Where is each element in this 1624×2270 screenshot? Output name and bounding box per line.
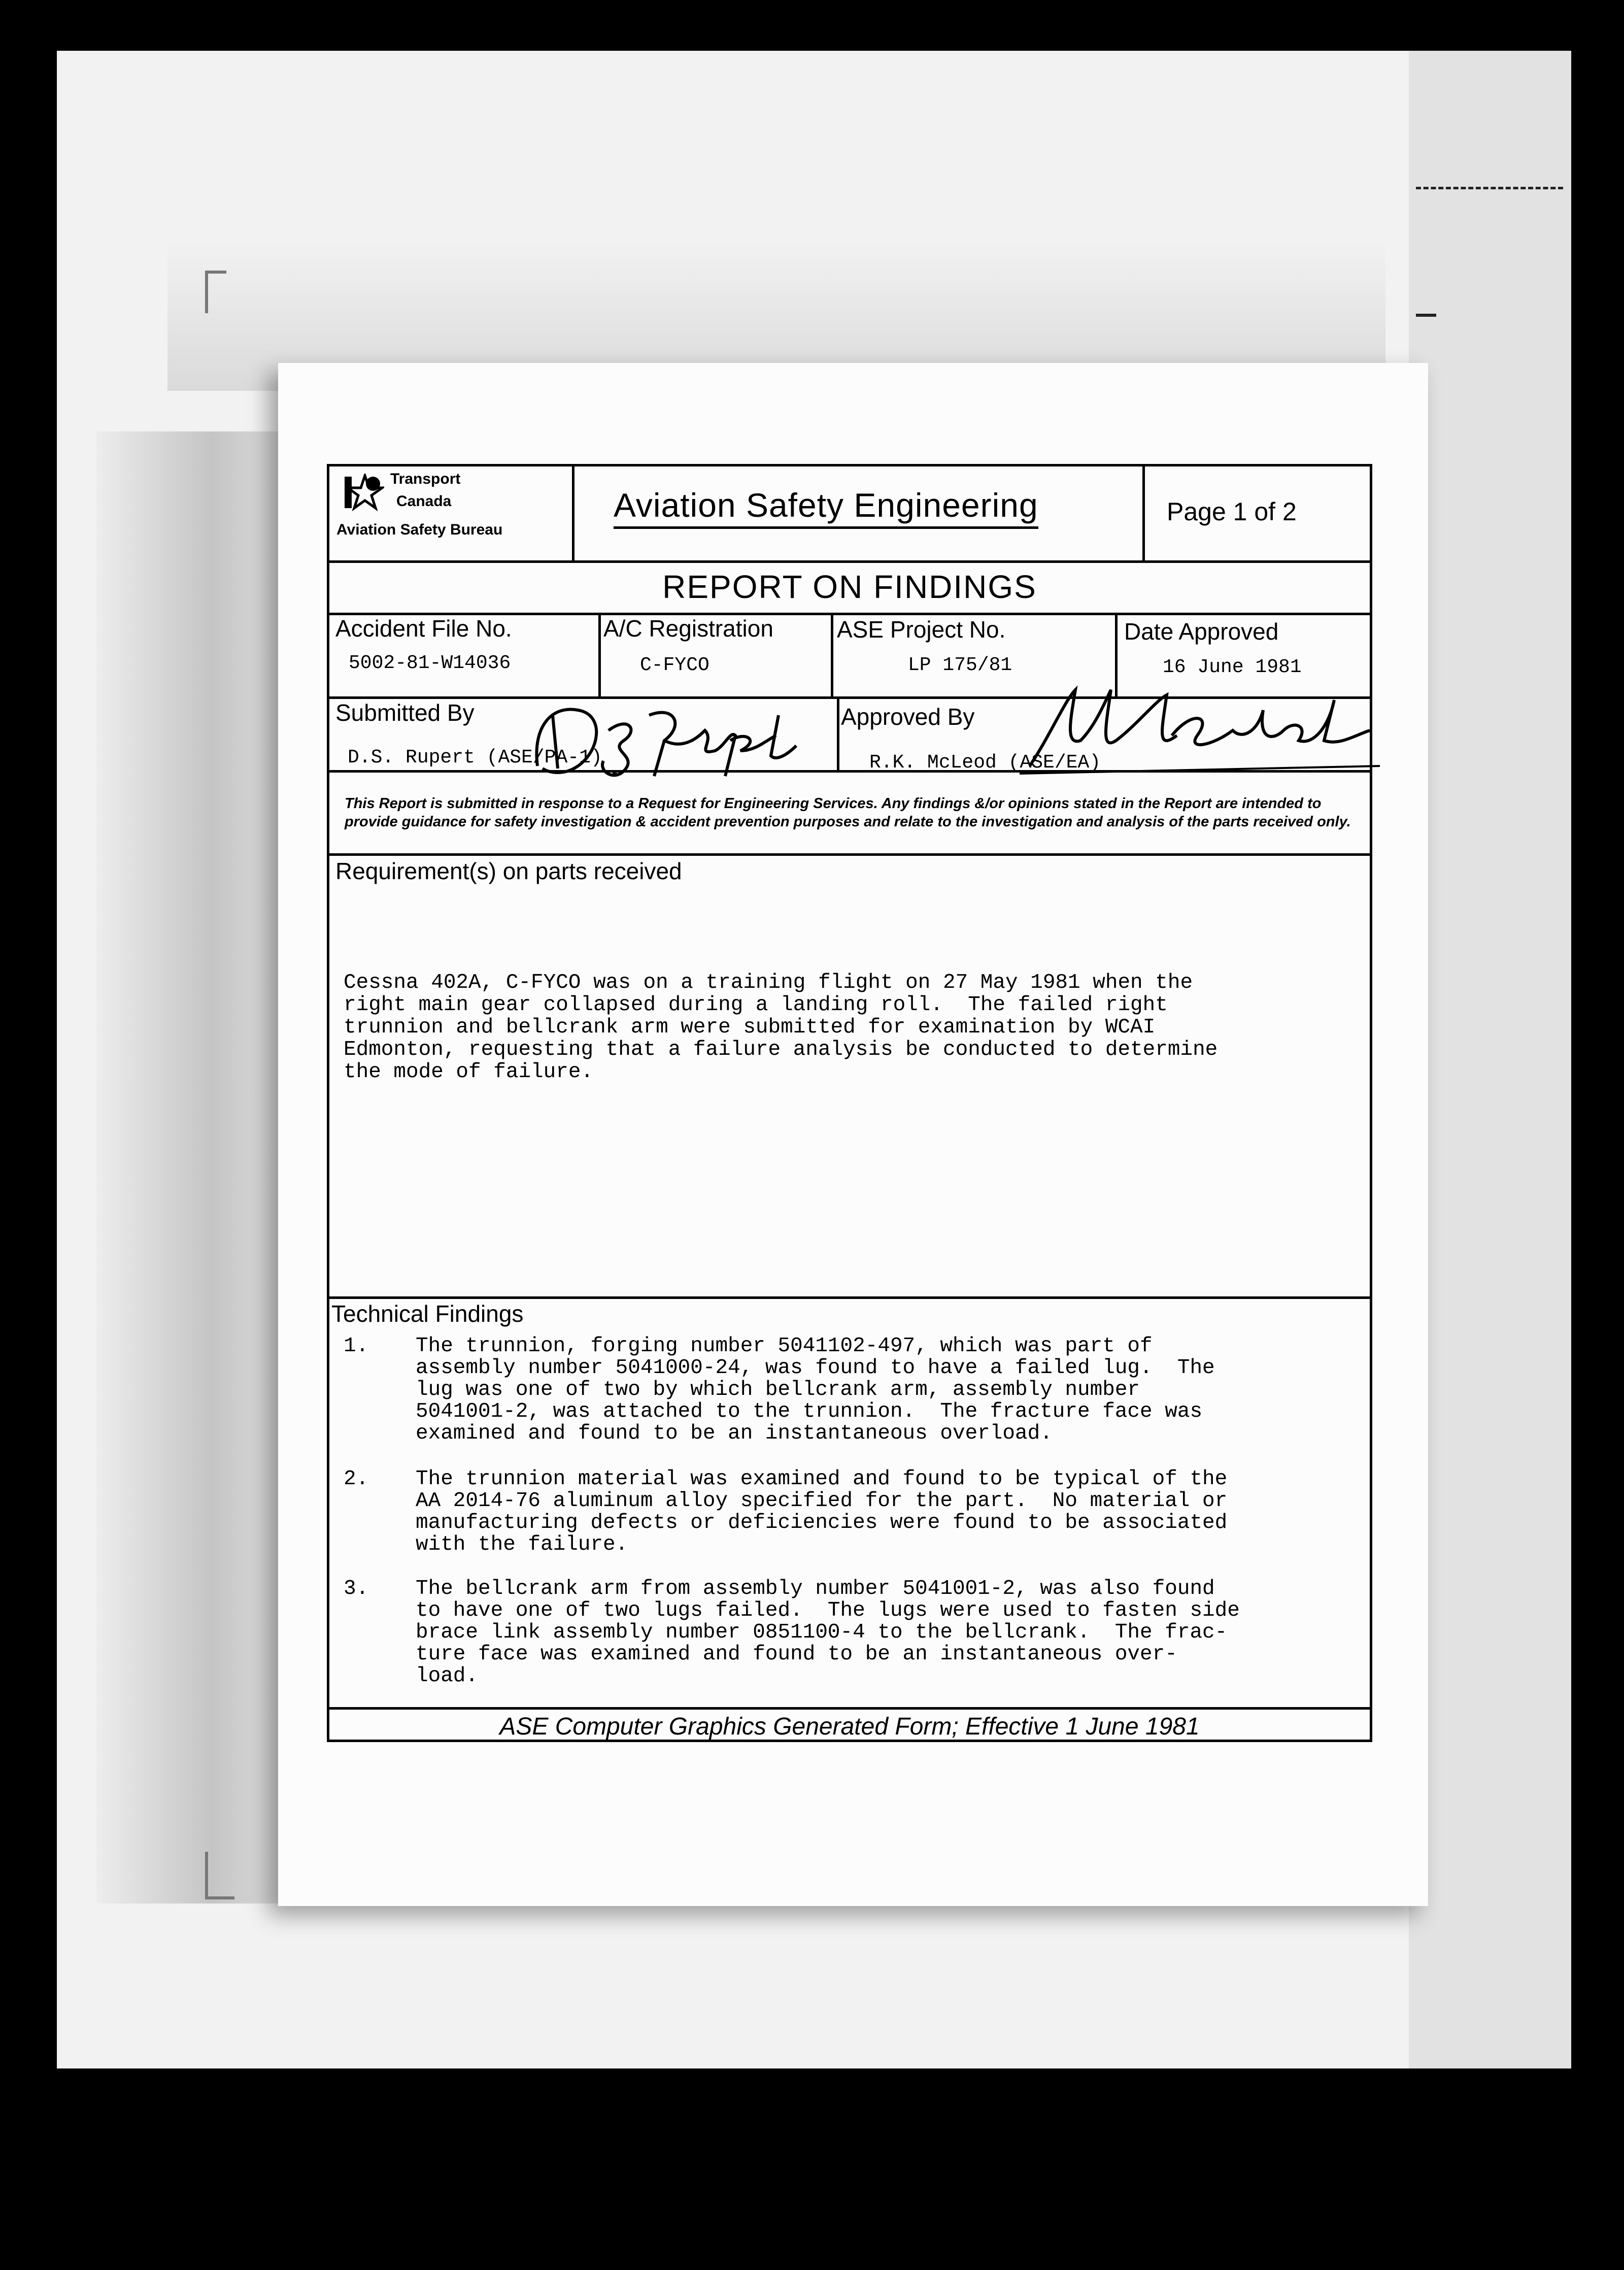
agency-line-canada: Canada (396, 493, 452, 510)
adjacent-page-edge (1409, 51, 1571, 2068)
background-shadow (96, 431, 289, 1904)
finding-number: 3. (344, 1577, 369, 1600)
agency-line-bureau: Aviation Safety Bureau (336, 521, 503, 538)
submitted-by-label: Submitted By (335, 699, 475, 726)
date-value: 16 June 1981 (1163, 656, 1302, 678)
approver-signature (1020, 680, 1385, 781)
approved-by-value: R.K. McLeod (ASE/EA) (869, 752, 1101, 774)
divider (329, 1707, 1370, 1710)
divider (598, 613, 601, 696)
date-label: Date Approved (1124, 618, 1279, 645)
divider (572, 466, 574, 560)
project-value: LP 175/81 (908, 654, 1012, 676)
agency-block (329, 466, 572, 560)
approved-by-label: Approved By (841, 704, 975, 730)
divider (1142, 466, 1145, 560)
divider (329, 770, 1370, 773)
accident-file-value: 5002-81-W14036 (349, 652, 511, 674)
divider (329, 560, 1370, 563)
findings-heading: Technical Findings (331, 1300, 524, 1327)
finding-item: The trunnion, forging number 5041102-497, which was part of assembly number 5041000-24, was found to have a failed lug. The lug was one of two by which bellcrank arm, assembly number 5041001-2, was attached to the trunnion. The fracture face was examined and found to be an instantaneous overload. (416, 1334, 1215, 1445)
report-form (327, 464, 1372, 1742)
crop-mark-bottom (205, 1852, 234, 1899)
submitted-by-value: D.S. Rupert (ASE/PA-1) (348, 747, 602, 769)
transport-canada-logo-icon (345, 474, 384, 511)
report-title: REPORT ON FINDINGS (662, 569, 1037, 605)
adjacent-page-dashes (1416, 187, 1563, 189)
form-title: Aviation Safety Engineering (614, 486, 1038, 529)
crop-mark-top (205, 271, 226, 313)
divider (837, 696, 839, 770)
finding-item: The trunnion material was examined and found to be typical of the AA 2014-76 aluminum alloy specified for the part. No material or manufacturing defects or deficiencies were found to be associated with the failure. (416, 1467, 1228, 1556)
finding-number: 2. (344, 1467, 369, 1491)
divider (831, 613, 833, 696)
agency-line-transport: Transport (390, 471, 461, 487)
requirements-heading: Requirement(s) on parts received (335, 858, 682, 884)
registration-label: A/C Registration (603, 615, 773, 642)
requirements-text: Cessna 402A, C-FYCO was on a training flight on 27 May 1981 when the right main gear collapsed during a landing roll. The failed right trunnion and bellcrank arm were submitted for examination by WCAI Edmonton, requesting that a failure analysis be conducted to determine the mode of failure. (344, 971, 1218, 1084)
finding-number: 1. (344, 1334, 369, 1358)
page-indicator: Page 1 of 2 (1167, 497, 1297, 526)
accident-file-label: Accident File No. (335, 615, 512, 642)
registration-value: C-FYCO (640, 654, 709, 676)
finding-item: The bellcrank arm from assembly number 5041001-2, was also found to have one of two lugs failed. The lugs were used to fasten side brace link assembly number 0851100-4 to the bellcrank. The frac- ture face was examined and found to be an instantaneous over- load. (416, 1577, 1240, 1688)
disclaimer-text: This Report is submitted in response to a Request for Engineering Services. Any findings &/or opinions stated in the Report are intended to provide guidance for safety investigation & accident prevention purposes and relate to the investigation and analysis of the parts received only. (345, 795, 1351, 830)
form-footer: ASE Computer Graphics Generated Form; Effective 1 June 1981 (499, 1713, 1200, 1740)
project-label: ASE Project No. (837, 616, 1006, 643)
divider (329, 853, 1370, 856)
divider (329, 1296, 1370, 1299)
adjacent-page-mark (1416, 314, 1436, 317)
